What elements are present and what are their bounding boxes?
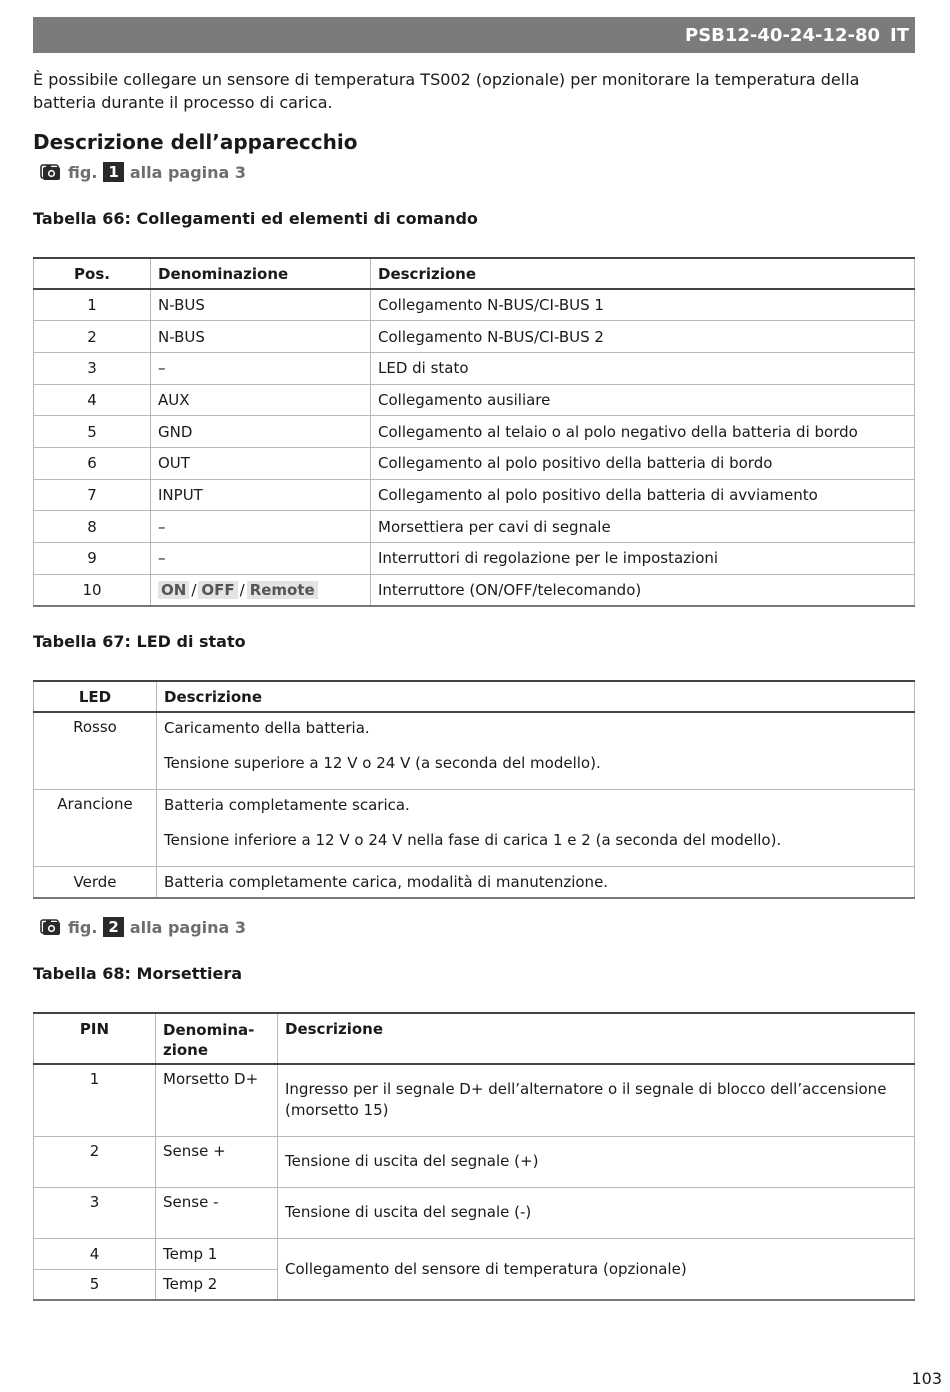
name-cell: N-BUS bbox=[151, 321, 371, 353]
figure-label: fig. bbox=[68, 162, 98, 182]
table-row bbox=[34, 1136, 915, 1187]
table-row bbox=[34, 1238, 915, 1269]
pos-cell: 1 bbox=[34, 289, 151, 321]
column-header: Denominazione bbox=[151, 258, 371, 289]
table-68-caption: Tabella 68: Morsettiera bbox=[33, 964, 243, 983]
pin-cell: 4 bbox=[34, 1238, 156, 1269]
pos-cell: 3 bbox=[34, 352, 151, 384]
pos-cell: 7 bbox=[34, 479, 151, 511]
separator: / bbox=[239, 580, 245, 599]
description-line: Batteria completamente scarica. bbox=[164, 795, 410, 814]
column-header: Descrizione bbox=[157, 681, 915, 712]
description-cell: Tensione di uscita del segnale (+) bbox=[278, 1136, 915, 1187]
figure-number: 2 bbox=[103, 917, 123, 937]
figure-page-text: alla pagina 3 bbox=[129, 917, 247, 937]
led-color-cell: Verde bbox=[34, 866, 157, 898]
table-67-caption: Tabella 67: LED di stato bbox=[33, 632, 246, 651]
figure-reference-2[interactable] bbox=[40, 915, 246, 939]
language-code: IT bbox=[890, 24, 909, 46]
table-row bbox=[34, 321, 915, 353]
table-row bbox=[34, 511, 915, 543]
figure-number: 1 bbox=[103, 162, 123, 182]
description-line: Caricamento della batteria. bbox=[164, 719, 370, 737]
section-title: Descrizione dell’apparecchio bbox=[33, 130, 358, 154]
description-line: Batteria completamente carica, modalità di manutenzione. bbox=[164, 872, 609, 891]
description-cell: LED di stato bbox=[371, 352, 915, 384]
pos-cell: 6 bbox=[34, 447, 151, 479]
table-68 bbox=[33, 1012, 915, 1301]
pin-cell: 5 bbox=[34, 1269, 156, 1300]
table-row bbox=[34, 789, 915, 866]
table-row bbox=[34, 574, 915, 606]
description-cell: Collegamento al polo positivo della batteria di bordo bbox=[371, 447, 915, 479]
description-cell: Collegamento del sensore di temperatura (opzionale) bbox=[278, 1238, 915, 1300]
description-cell: Collegamento al telaio o al polo negativo della batteria di bordo bbox=[371, 416, 915, 448]
column-header: Pos. bbox=[34, 258, 151, 289]
name-cell: AUX bbox=[151, 384, 371, 416]
switch-positions-cell bbox=[151, 574, 371, 606]
table-row bbox=[34, 1064, 915, 1136]
name-cell: – bbox=[151, 511, 371, 543]
led-color-cell: Rosso bbox=[34, 712, 157, 789]
description-cell: Ingresso per il segnale D+ dell’alternatore o il segnale di blocco dell’accensione (morsetto 15) bbox=[278, 1064, 915, 1136]
pos-cell: 4 bbox=[34, 384, 151, 416]
column-header: LED bbox=[34, 681, 157, 712]
camera-icon bbox=[40, 917, 62, 937]
name-cell: Sense - bbox=[156, 1187, 278, 1238]
name-cell: Sense + bbox=[156, 1136, 278, 1187]
column-header: PIN bbox=[34, 1013, 156, 1064]
description-cell: Interruttore (ON/OFF/telecomando) bbox=[371, 574, 915, 606]
figure-page-text: alla pagina 3 bbox=[129, 162, 247, 182]
pin-cell: 3 bbox=[34, 1187, 156, 1238]
pin-cell: 1 bbox=[34, 1064, 156, 1136]
name-cell: Temp 1 bbox=[156, 1238, 278, 1269]
figure-label: fig. bbox=[68, 917, 98, 937]
switch-off-label: OFF bbox=[198, 581, 237, 599]
table-row bbox=[34, 712, 915, 789]
model-title: PSB12-40-24-12-80 bbox=[685, 24, 881, 46]
pos-cell: 9 bbox=[34, 543, 151, 575]
page-number: 103 bbox=[911, 1369, 942, 1388]
name-cell: OUT bbox=[151, 447, 371, 479]
table-row bbox=[34, 543, 915, 575]
pos-cell: 8 bbox=[34, 511, 151, 543]
name-cell: – bbox=[151, 352, 371, 384]
table-66-caption: Tabella 66: Collegamenti ed elementi di comando bbox=[33, 209, 478, 228]
figure-reference-1[interactable] bbox=[40, 160, 246, 184]
description-cell: Collegamento N-BUS/CI-BUS 1 bbox=[371, 289, 915, 321]
table-row bbox=[34, 416, 915, 448]
name-cell: Temp 2 bbox=[156, 1269, 278, 1300]
column-header: Descrizione bbox=[371, 258, 915, 289]
description-cell: Interruttori di regolazione per le impostazioni bbox=[371, 543, 915, 575]
pos-cell: 10 bbox=[34, 574, 151, 606]
table-row bbox=[34, 384, 915, 416]
description-cell bbox=[157, 789, 915, 866]
switch-remote-label: Remote bbox=[247, 581, 318, 599]
table-row bbox=[34, 289, 915, 321]
description-cell: Collegamento ausiliare bbox=[371, 384, 915, 416]
pin-cell: 2 bbox=[34, 1136, 156, 1187]
description-cell: Tensione di uscita del segnale (-) bbox=[278, 1187, 915, 1238]
pos-cell: 5 bbox=[34, 416, 151, 448]
camera-icon bbox=[40, 162, 62, 182]
description-cell: Morsettiera per cavi di segnale bbox=[371, 511, 915, 543]
intro-paragraph: È possibile collegare un sensore di temperatura TS002 (opzionale) per monitorare la temperatura della batteria durante il processo di carica. bbox=[33, 70, 860, 112]
separator: / bbox=[191, 580, 197, 599]
pos-cell: 2 bbox=[34, 321, 151, 353]
description-cell bbox=[157, 866, 915, 898]
name-cell: N-BUS bbox=[151, 289, 371, 321]
table-row bbox=[34, 479, 915, 511]
description-line: Tensione superiore a 12 V o 24 V (a seconda del modello). bbox=[164, 754, 601, 772]
header-bar bbox=[33, 17, 915, 53]
name-cell: GND bbox=[151, 416, 371, 448]
name-cell: INPUT bbox=[151, 479, 371, 511]
table-66 bbox=[33, 257, 915, 607]
name-cell: Morsetto D+ bbox=[156, 1064, 278, 1136]
table-row bbox=[34, 352, 915, 384]
table-row bbox=[34, 1187, 915, 1238]
led-color-cell: Arancione bbox=[34, 789, 157, 866]
column-header: Descrizione bbox=[278, 1013, 915, 1064]
description-cell: Collegamento N-BUS/CI-BUS 2 bbox=[371, 321, 915, 353]
column-header: Denomina- zione bbox=[156, 1013, 278, 1064]
table-row bbox=[34, 866, 915, 898]
description-line: Tensione inferiore a 12 V o 24 V nella fase di carica 1 e 2 (a seconda del modello). bbox=[164, 830, 782, 849]
switch-on-label: ON bbox=[158, 581, 189, 599]
name-cell: – bbox=[151, 543, 371, 575]
description-cell bbox=[157, 712, 915, 789]
description-cell: Collegamento al polo positivo della batteria di avviamento bbox=[371, 479, 915, 511]
table-row bbox=[34, 447, 915, 479]
table-67 bbox=[33, 680, 915, 899]
